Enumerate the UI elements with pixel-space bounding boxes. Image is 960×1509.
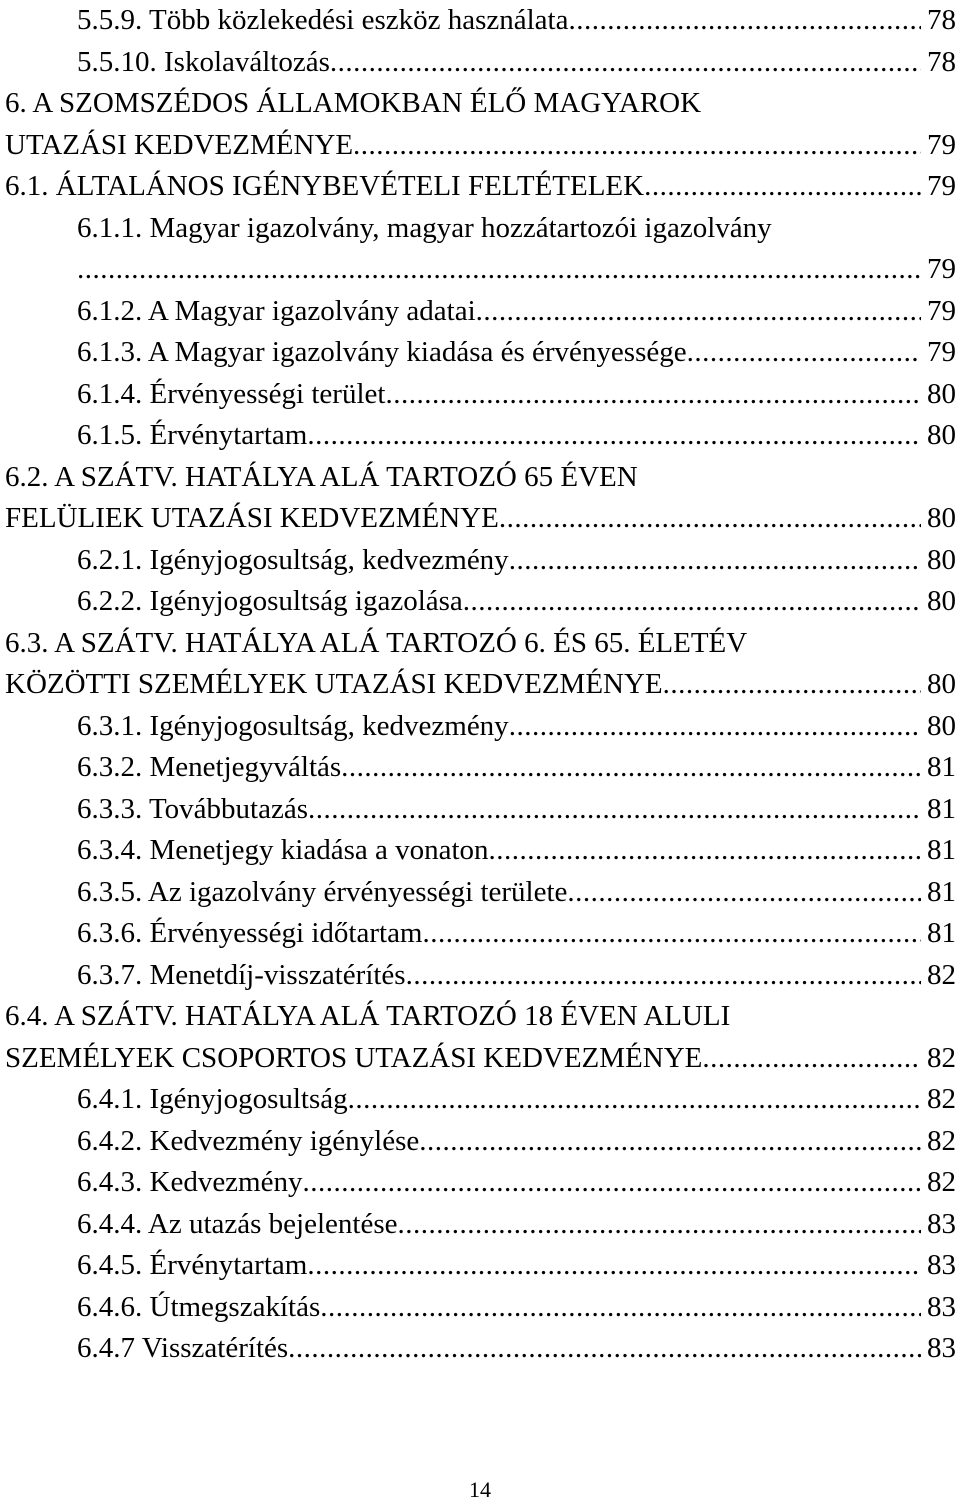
toc-page-number: 80: [927, 502, 956, 534]
toc-entry-title: 6.2.1. Igényjogosultság, kedvezmény: [77, 543, 509, 576]
dot-leader: [423, 913, 922, 955]
toc-page-number: 79: [927, 336, 956, 368]
toc-page-number: 79: [927, 294, 956, 327]
table-of-contents: [5, 0, 956, 1370]
toc-entry-title: 6.3.3. Továbbutazás: [77, 792, 308, 825]
toc-page-number: 78: [927, 4, 956, 36]
dot-leader: [288, 1328, 921, 1370]
dot-leader: [489, 830, 921, 872]
toc-entry-title: 6.3.4. Menetjegy kiadása a vonaton: [77, 834, 489, 866]
toc-entry[interactable]: [77, 540, 956, 582]
toc-entry-title: 6.3.2. Menetjegyváltás: [77, 751, 342, 783]
toc-entry[interactable]: [77, 0, 956, 42]
toc-page-number: 80: [927, 668, 956, 700]
toc-entry-title: 6.1.3. A Magyar igazolvány kiadása és érvényessége: [77, 336, 687, 368]
dot-leader: [77, 249, 921, 291]
dot-leader: [353, 125, 921, 167]
toc-entry-title: FELÜLIEK UTAZÁSI KEDVEZMÉNYE: [5, 502, 499, 534]
toc-entry[interactable]: [77, 1328, 956, 1370]
page-number: 14: [469, 1477, 491, 1502]
toc-entry-title: 6.4.6. Útmegszakítás: [77, 1290, 321, 1323]
toc-page-number: 80: [927, 419, 956, 451]
toc-entry[interactable]: [77, 1079, 956, 1121]
dot-leader: [567, 872, 921, 914]
toc-page-number: 80: [927, 709, 956, 742]
dot-leader: [320, 1287, 921, 1329]
toc-page-number: 83: [927, 1207, 956, 1240]
toc-page-number: 79: [927, 170, 956, 202]
toc-entry[interactable]: [77, 332, 956, 374]
toc-entry-title: 5.5.10. Iskolaváltozás: [77, 45, 330, 78]
dot-leader: [406, 955, 921, 997]
toc-entry[interactable]: [5, 623, 956, 706]
toc-entry-title: 6.1.5. Érvénytartam: [77, 419, 308, 451]
toc-entry-title: 6.4.5. Érvénytartam: [77, 1249, 308, 1281]
toc-page-number: 82: [927, 1124, 956, 1157]
toc-entry-title: 6.4.3. Kedvezmény: [77, 1166, 303, 1198]
toc-entry-title: 6.1. ÁLTALÁNOS IGÉNYBEVÉTELI FELTÉTELEK: [5, 170, 645, 202]
dot-leader: [476, 291, 921, 333]
dot-leader: [644, 166, 921, 208]
toc-entry-title-line: 6.1.1. Magyar igazolvány, magyar hozzátartozói igazolvány: [77, 211, 772, 244]
dot-leader: [687, 332, 921, 374]
toc-entry[interactable]: [77, 581, 956, 623]
dot-leader: [419, 1121, 921, 1163]
toc-entry[interactable]: [77, 415, 956, 457]
toc-entry[interactable]: [77, 1121, 956, 1163]
toc-entry-title: 6.3.5. Az igazolvány érvényességi területe: [77, 875, 568, 908]
dot-leader: [499, 498, 921, 540]
dot-leader: [398, 1204, 922, 1246]
dot-leader: [308, 789, 921, 831]
toc-entry[interactable]: [77, 706, 956, 748]
toc-entry-title-line: 6.2. A SZÁTV. HATÁLYA ALÁ TARTOZÓ 65 ÉVEN: [5, 460, 638, 493]
toc-entry-title: 6.1.4. Érvényességi terület: [77, 377, 386, 410]
toc-page-number: 82: [927, 1041, 956, 1074]
dot-leader: [663, 664, 921, 706]
toc-page-number: 79: [927, 128, 956, 161]
dot-leader: [463, 581, 921, 623]
toc-page-number: 83: [927, 1332, 956, 1364]
toc-entry-title: 6.2.2. Igényjogosultság igazolása: [77, 585, 463, 617]
toc-entry[interactable]: [77, 1287, 956, 1329]
dot-leader: [702, 1038, 921, 1080]
dot-leader: [303, 1162, 922, 1204]
toc-page-number: 80: [927, 543, 956, 576]
toc-entry-title-line: 6.3. A SZÁTV. HATÁLYA ALÁ TARTOZÓ 6. ÉS 65. ÉLETÉV: [5, 626, 748, 659]
toc-page-number: 81: [927, 751, 956, 783]
toc-entry-title: KÖZÖTTI SZEMÉLYEK UTAZÁSI KEDVEZMÉNYE: [5, 668, 663, 700]
toc-page-number: 81: [927, 792, 956, 825]
toc-page-number: 79: [927, 253, 956, 285]
dot-leader: [509, 706, 921, 748]
toc-entry[interactable]: [77, 1162, 956, 1204]
toc-page-number: 80: [927, 585, 956, 617]
toc-entry-title: 6.4.7 Visszatérítés: [77, 1332, 289, 1364]
toc-entry[interactable]: [5, 166, 956, 208]
toc-entry[interactable]: [77, 374, 956, 416]
toc-entry[interactable]: [77, 872, 956, 914]
toc-entry[interactable]: [5, 996, 956, 1079]
toc-entry[interactable]: [77, 789, 956, 831]
toc-entry[interactable]: [77, 42, 956, 84]
toc-page-number: 81: [927, 875, 956, 908]
toc-entry-title-line: 6.4. A SZÁTV. HATÁLYA ALÁ TARTOZÓ 18 ÉVEN ALULI: [5, 1000, 731, 1032]
toc-page-number: 82: [927, 1083, 956, 1115]
toc-page-number: 83: [927, 1249, 956, 1281]
toc-page-number: 81: [927, 917, 956, 949]
toc-page-number: 80: [927, 377, 956, 410]
toc-entry-title: 6.1.2. A Magyar igazolvány adatai: [77, 294, 476, 327]
toc-entry-title: 6.3.7. Menetdíj-visszatérítés: [77, 958, 406, 991]
dot-leader: [348, 1079, 921, 1121]
toc-entry-title: 6.4.2. Kedvezmény igénylése: [77, 1124, 420, 1157]
toc-entry-title: 6.3.1. Igényjogosultság, kedvezmény: [77, 709, 509, 742]
toc-entry[interactable]: [77, 913, 956, 955]
toc-page-number: 78: [927, 45, 956, 78]
toc-entry[interactable]: [77, 1204, 956, 1246]
toc-entry-title-line: 6. A SZOMSZÉDOS ÁLLAMOKBAN ÉLŐ MAGYAROK: [5, 87, 702, 119]
toc-page-number: 81: [927, 834, 956, 866]
toc-entry-title: UTAZÁSI KEDVEZMÉNYE: [5, 128, 354, 161]
dot-leader: [307, 415, 921, 457]
toc-entry-title: 5.5.9. Több közlekedési eszköz használata: [77, 4, 569, 36]
toc-entry[interactable]: [77, 830, 956, 872]
toc-entry[interactable]: [77, 1245, 956, 1287]
toc-entry-title: 6.3.6. Érvényességi időtartam: [77, 917, 423, 949]
toc-entry[interactable]: [77, 291, 956, 333]
toc-entry[interactable]: [77, 747, 956, 789]
toc-entry-title: SZEMÉLYEK CSOPORTOS UTAZÁSI KEDVEZMÉNYE: [5, 1041, 703, 1074]
toc-page-number: 82: [927, 958, 956, 991]
dot-leader: [330, 42, 921, 84]
toc-entry[interactable]: [5, 83, 956, 166]
dot-leader: [569, 0, 922, 42]
dot-leader: [509, 540, 921, 582]
dot-leader: [385, 374, 921, 416]
toc-entry-title: 6.4.1. Igényjogosultság: [77, 1083, 348, 1115]
toc-entry[interactable]: [77, 955, 956, 997]
toc-page-number: 82: [927, 1166, 956, 1198]
toc-entry-title: 6.4.4. Az utazás bejelentése: [77, 1207, 398, 1240]
toc-page-number: 83: [927, 1290, 956, 1323]
toc-entry[interactable]: [77, 208, 956, 291]
dot-leader: [341, 747, 921, 789]
dot-leader: [307, 1245, 921, 1287]
toc-entry[interactable]: [5, 457, 956, 540]
